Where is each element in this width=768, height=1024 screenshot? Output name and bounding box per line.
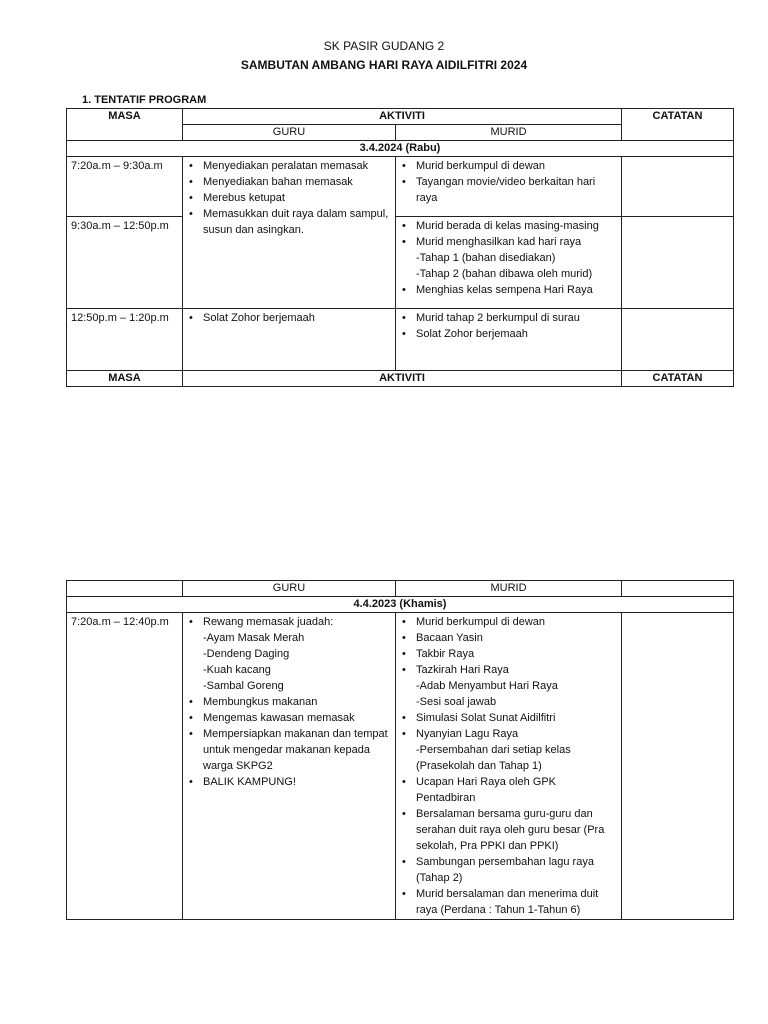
murid-activities-cell bbox=[396, 309, 622, 371]
murid-activity-list bbox=[400, 158, 617, 206]
guru-activities-cell bbox=[183, 613, 396, 920]
murid-activity-list bbox=[400, 614, 617, 918]
activity-item bbox=[416, 806, 617, 854]
activity-item bbox=[416, 662, 617, 710]
date-row: 4.4.2023 (Khamis) bbox=[67, 597, 734, 613]
guru-activity-list bbox=[187, 614, 391, 790]
activity-subitem: -Tahap 2 (bahan dibawa oleh murid) bbox=[416, 268, 593, 280]
murid-activities-cell bbox=[396, 157, 622, 217]
guru-activities-cell bbox=[183, 157, 396, 309]
schedule-table-day1 bbox=[66, 108, 734, 387]
catatan-cell bbox=[622, 157, 734, 217]
activity-item bbox=[416, 854, 617, 886]
activity-text: Murid berada di kelas masing-masing bbox=[416, 220, 599, 232]
activity-subitem: -Sambal Goreng bbox=[203, 680, 284, 692]
activity-text: Ucapan Hari Raya oleh GPK Pentadbiran bbox=[416, 776, 557, 804]
murid-activities-cell bbox=[396, 613, 622, 920]
activity-text: Tayangan movie/video berkaitan hari raya bbox=[416, 176, 596, 204]
time-cell: 12:50p.m – 1:20p.m bbox=[67, 309, 183, 371]
activity-item bbox=[416, 630, 617, 646]
activity-item bbox=[203, 206, 391, 238]
activity-item bbox=[416, 310, 617, 326]
activity-subitem: -Tahap 1 (bahan disediakan) bbox=[416, 252, 556, 264]
guru-activity-list bbox=[187, 158, 391, 238]
header-murid: MURID bbox=[396, 581, 622, 597]
document-title: SAMBUTAN AMBANG HARI RAYA AIDILFITRI 2024 bbox=[240, 58, 528, 72]
activity-text: Solat Zohor berjemaah bbox=[203, 312, 315, 324]
activity-item bbox=[203, 726, 391, 774]
activity-text: Menyediakan bahan memasak bbox=[203, 176, 353, 188]
header-empty bbox=[622, 581, 734, 597]
activity-item bbox=[203, 310, 391, 326]
header-catatan: CATATAN bbox=[622, 109, 734, 141]
activity-subitem: -Dendeng Daging bbox=[203, 648, 290, 660]
activity-text: Bersalaman bersama guru-guru dan serahan duit raya oleh guru besar (Pra sekolah, Pra PPKI dan PPKI) bbox=[416, 808, 605, 852]
activity-text: Murid berkumpul di dewan bbox=[416, 616, 546, 628]
activity-item bbox=[416, 726, 617, 774]
activity-text: Solat Zohor berjemaah bbox=[416, 328, 528, 340]
schedule-table-day2 bbox=[66, 580, 734, 920]
activity-item bbox=[203, 694, 391, 710]
activity-text: Murid bersalaman dan menerima duit raya (Perdana : Tahun 1-Tahun 6) bbox=[416, 888, 599, 916]
activity-text: Tazkirah Hari Raya bbox=[416, 664, 509, 676]
activity-item bbox=[416, 886, 617, 918]
activity-subitem: -Ayam Masak Merah bbox=[203, 632, 305, 644]
murid-activity-list bbox=[400, 218, 617, 298]
activity-text: Sambungan persembahan lagu raya (Tahap 2) bbox=[416, 856, 594, 884]
activity-item bbox=[203, 614, 391, 694]
activity-text: Rewang memasak juadah: bbox=[203, 616, 334, 628]
activity-item bbox=[203, 710, 391, 726]
header-aktiviti: AKTIVITI bbox=[183, 109, 622, 125]
activity-text: Mengemas kawasan memasak bbox=[203, 712, 355, 724]
footer-catatan: CATATAN bbox=[622, 371, 734, 387]
activity-text: Nyanyian Lagu Raya bbox=[416, 728, 519, 740]
activity-item bbox=[416, 614, 617, 630]
header-guru: GURU bbox=[183, 581, 396, 597]
header-empty bbox=[67, 581, 183, 597]
school-name: SK PASIR GUDANG 2 bbox=[323, 39, 445, 53]
activity-text: Murid tahap 2 berkumpul di surau bbox=[416, 312, 580, 324]
activity-text: Mempersiapkan makanan dan tempat untuk mengedar makanan kepada warga SKPG2 bbox=[203, 728, 388, 772]
catatan-cell bbox=[622, 613, 734, 920]
activity-item bbox=[203, 190, 391, 206]
activity-text: Merebus ketupat bbox=[203, 192, 285, 204]
section-heading: 1. TENTATIF PROGRAM bbox=[82, 94, 207, 106]
activity-item bbox=[416, 218, 617, 234]
time-cell: 7:20a.m – 12:40p.m bbox=[67, 613, 183, 920]
activity-text: Murid berkumpul di dewan bbox=[416, 160, 546, 172]
activity-item bbox=[203, 158, 391, 174]
activity-subitem: -Adab Menyambut Hari Raya bbox=[416, 680, 558, 692]
header-murid: MURID bbox=[396, 125, 622, 141]
activity-text: BALIK KAMPUNG! bbox=[203, 776, 296, 788]
activity-text: Memasukkan duit raya dalam sampul, susun dan asingkan. bbox=[203, 208, 389, 236]
catatan-cell bbox=[622, 217, 734, 309]
header-guru: GURU bbox=[183, 125, 396, 141]
activity-subitem: -Persembahan dari setiap kelas (Prasekolah dan Tahap 1) bbox=[416, 744, 571, 772]
footer-masa: MASA bbox=[67, 371, 183, 387]
footer-aktiviti: AKTIVITI bbox=[183, 371, 622, 387]
activity-item bbox=[416, 282, 617, 298]
activity-item bbox=[416, 174, 617, 206]
activity-item bbox=[416, 710, 617, 726]
time-cell: 9:30a.m – 12:50p.m bbox=[67, 217, 183, 309]
activity-item bbox=[416, 646, 617, 662]
activity-text: Takbir Raya bbox=[416, 648, 475, 660]
activity-item bbox=[416, 234, 617, 282]
activity-text: Simulasi Solat Sunat Aidilfitri bbox=[416, 712, 556, 724]
activity-text: Membungkus makanan bbox=[203, 696, 318, 708]
murid-activity-list bbox=[400, 310, 617, 342]
catatan-cell bbox=[622, 309, 734, 371]
activity-item bbox=[203, 774, 391, 790]
header-masa: MASA bbox=[67, 109, 183, 141]
activity-item bbox=[416, 774, 617, 806]
activity-item bbox=[416, 158, 617, 174]
guru-activities-cell bbox=[183, 309, 396, 371]
murid-activities-cell bbox=[396, 217, 622, 309]
activity-subitem: -Sesi soal jawab bbox=[416, 696, 497, 708]
activity-item bbox=[203, 174, 391, 190]
activity-subitem: -Kuah kacang bbox=[203, 664, 271, 676]
activity-text: Menyediakan peralatan memasak bbox=[203, 160, 369, 172]
activity-text: Bacaan Yasin bbox=[416, 632, 483, 644]
date-row: 3.4.2024 (Rabu) bbox=[67, 141, 734, 157]
activity-item bbox=[416, 326, 617, 342]
time-cell: 7:20a.m – 9:30a.m bbox=[67, 157, 183, 217]
activity-text: Menghias kelas sempena Hari Raya bbox=[416, 284, 593, 296]
guru-activity-list bbox=[187, 310, 391, 326]
activity-text: Murid menghasilkan kad hari raya bbox=[416, 236, 582, 248]
